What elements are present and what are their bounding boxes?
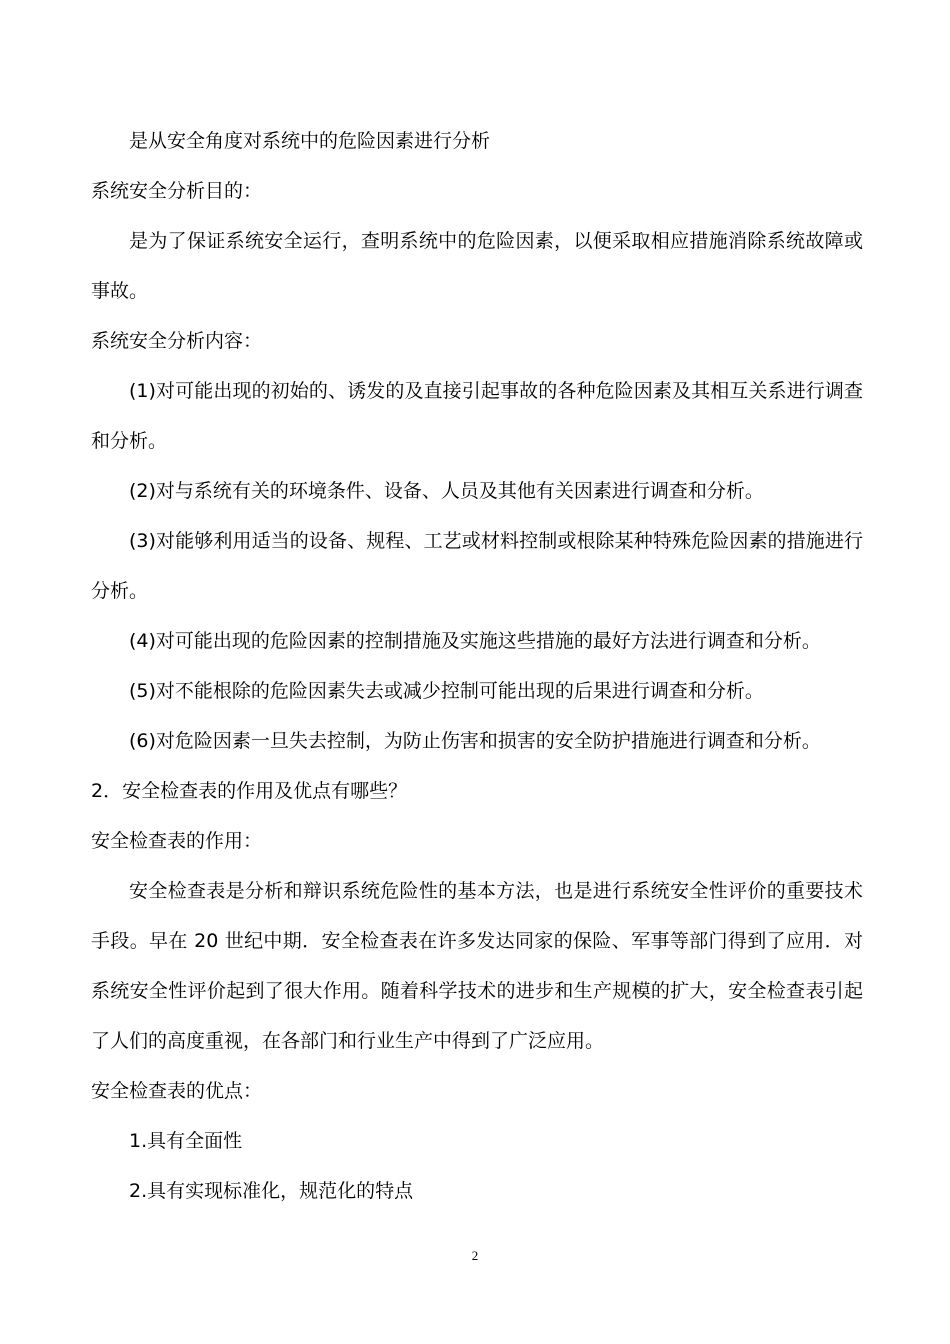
list-item: (4)对可能出现的危险因素的控制措施及实施这些措施的最好方法进行调查和分析。 — [129, 630, 821, 652]
list-item: (2)对与系统有关的环境条件、设备、人员及其他有关因素进行调查和分析。 — [129, 480, 764, 502]
list-item: 1.具有全面性 — [129, 1130, 243, 1152]
list-item: (3)对能够利用适当的设备、规程、工艺或材料控制或根除某种特殊危险因素的措施进行 — [129, 530, 863, 552]
list-item: (1)对可能出现的初始的、诱发的及直接引起事故的各种危险因素及其相互关系进行调查 — [129, 380, 863, 402]
question-heading: 2．安全检查表的作用及优点有哪些？ — [91, 780, 408, 802]
page-number: 2 — [471, 1248, 479, 1263]
list-item-continuation: 分析。 — [91, 580, 149, 602]
section-heading: 系统安全分析目的： — [91, 180, 263, 202]
list-item: (5)对不能根除的危险因素失去或减少控制可能出现的后果进行调查和分析。 — [129, 680, 764, 702]
section-heading: 安全检查表的优点： — [91, 1080, 263, 1102]
paragraph-line: 安全检查表是分析和辩识系统危险性的基本方法，也是进行系统安全性评价的重要技术 — [129, 880, 863, 902]
paragraph-line: 了人们的高度重视，在各部门和行业生产中得到了广泛应用。 — [91, 1030, 605, 1052]
paragraph-line: 事故。 — [91, 280, 149, 302]
paragraph-line: 是为了保证系统安全运行，查明系统中的危险因素，以便采取相应措施消除系统故障或 — [129, 230, 863, 252]
paragraph-line: 手段。早在 20 世纪中期．安全检查表在许多发达同家的保险、军事等部门得到了应用．对 — [91, 930, 863, 952]
section-heading: 安全检查表的作用： — [91, 830, 263, 852]
document-body — [91, 116, 863, 1216]
list-item-continuation: 和分析。 — [91, 430, 168, 452]
paragraph-line: 系统安全性评价起到了很大作用。随着科学技术的进步和生产规模的扩大，安全检查表引起 — [91, 980, 863, 1002]
list-item: 2.具有实现标准化，规范化的特点 — [129, 1180, 414, 1202]
paragraph-line: 是从安全角度对系统中的危险因素进行分析 — [129, 130, 491, 152]
list-item: (6)对危险因素一旦失去控制，为防止伤害和损害的安全防护措施进行调查和分析。 — [129, 730, 821, 752]
section-heading: 系统安全分析内容： — [91, 330, 263, 352]
